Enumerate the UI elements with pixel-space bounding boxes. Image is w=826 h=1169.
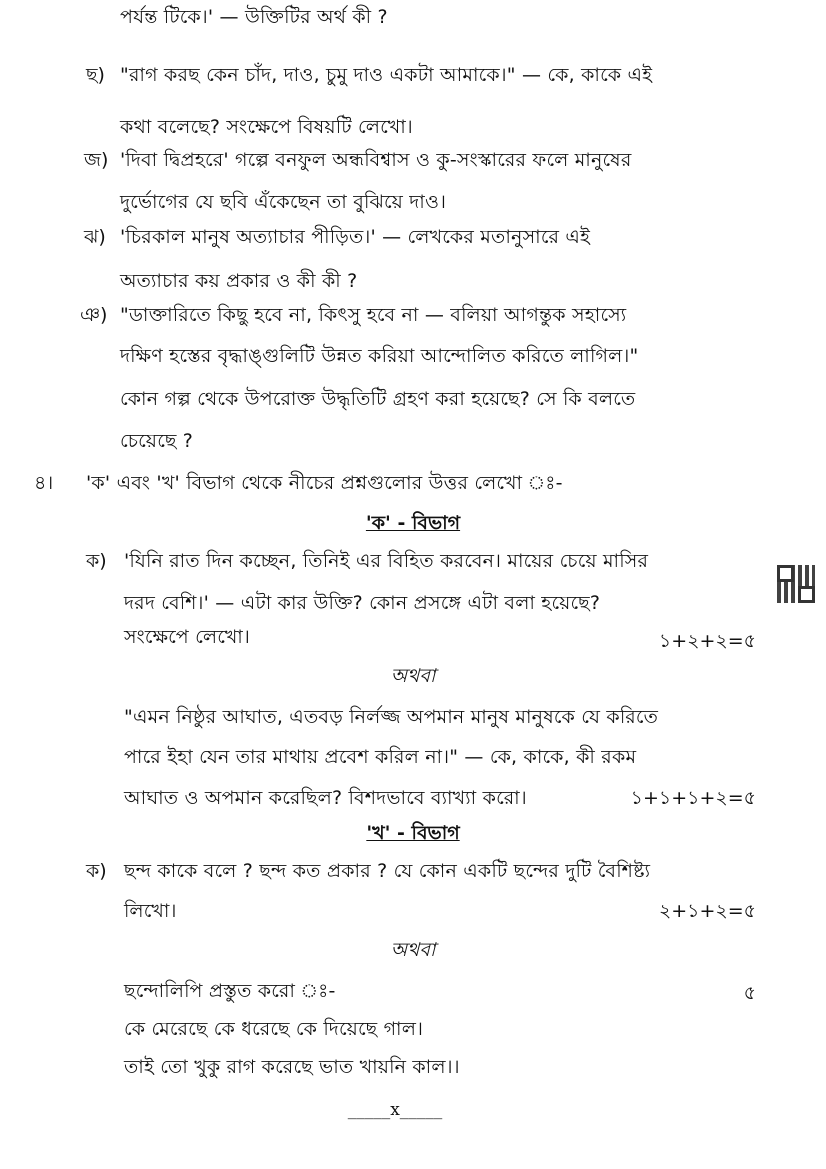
- question-line: 'ক' এবং 'খ' বিভাগ থেকে নীচের প্রশ্নগুলোর উত্তর লেখো ঃ-: [86, 472, 563, 494]
- question-line: "ডাক্তারিতে কিছু হবে না, কিৎসু হবে না — বলিয়া আগন্তুক সহাস্যে: [120, 304, 627, 326]
- marks: ১+২+২=৫: [658, 630, 756, 652]
- question-line: কোন গল্প থেকে উপরোক্ত উদ্ধৃতিটি গ্রহণ করা হয়েছে? সে কি বলতে: [120, 388, 636, 410]
- question-line: "রাগ করছ কেন চাঁদ, দাও, চুমু দাও একটা আমাকে।" — কে, কাকে এই: [120, 64, 653, 86]
- verse-line: তাই তো খুকু রাগ করেছে ভাত খায়নি কাল।।: [124, 1056, 460, 1078]
- question-line: ছন্দ কাকে বলে ? ছন্দ কত প্রকার ? যে কোন একটি ছন্দের দুটি বৈশিষ্ট্য: [124, 860, 651, 882]
- question-line: 'চিরকাল মানুষ অত্যাচার পীড়িত।' — লেখকের মতানুসারে এই: [120, 226, 591, 248]
- question-label: ক): [86, 550, 107, 572]
- question-line: 'যিনি রাত দিন কচ্ছেন, তিনিই এর বিহিত করবেন। মায়ের চেয়ে মাসির: [124, 550, 649, 572]
- question-line: দরদ বেশি।' — এটা কার উক্তি? কোন প্রসঙ্গে এটা বলা হয়েছে?: [124, 592, 601, 614]
- question-label: ঞ): [80, 304, 108, 326]
- question-label: জ): [84, 149, 109, 171]
- question-line: দুর্ভোগের যে ছবি এঁকেছেন তা বুঝিয়ে দাও।: [120, 191, 447, 213]
- marks: ৫: [743, 982, 756, 1004]
- question-line: 'দিবা দ্বিপ্রহরে' গল্পে বনফুল অন্ধবিশ্বাস ও কু-সংস্কারের ফলে মানুষের: [120, 149, 632, 171]
- question-line: চেয়েছে ?: [120, 430, 194, 452]
- question-line: পর্যন্ত টিকে।' — উক্তিটির অর্থ কী ?: [120, 6, 388, 28]
- question-label: ছ): [86, 64, 105, 86]
- question-number: ৪।: [34, 472, 54, 494]
- or-divider: অথবা: [390, 665, 436, 687]
- qr-code: [777, 565, 815, 603]
- question-label: ঝ): [84, 226, 106, 248]
- question-line: লিখো।: [124, 900, 177, 922]
- section-heading-kha: 'খ' - বিভাগ: [366, 822, 460, 844]
- verse-line: কে মেরেছে কে ধরেছে কে দিয়েছে গাল।: [124, 1018, 424, 1040]
- question-line: দক্ষিণ হস্তের বৃদ্ধাঙ্গুলিটি উন্নত করিয়া আন্দোলিত করিতে লাগিল।": [120, 345, 639, 367]
- end-mark: _____x_____: [347, 1100, 443, 1120]
- question-line: আঘাত ও অপমান করেছিল? বিশদভাবে ব্যাখ্যা করো।: [124, 787, 527, 809]
- question-label: ক): [86, 860, 107, 882]
- or-divider: অথবা: [390, 939, 436, 961]
- marks: ১+১+১+২=৫: [630, 787, 756, 809]
- question-line: অত্যাচার কয় প্রকার ও কী কী ?: [120, 270, 358, 292]
- question-line: "এমন নিষ্ঠুর আঘাত, এতবড় নির্লজ্জ অপমান মানুষ মানুষকে যে করিতে: [124, 706, 659, 728]
- question-line: পারে ইহা যেন তার মাথায় প্রবেশ করিল না।" — কে, কাকে, কী রকম: [124, 746, 637, 768]
- question-line: ছন্দোলিপি প্রস্তুত করো ঃ-: [124, 980, 336, 1002]
- question-line: কথা বলেছে? সংক্ষেপে বিষয়টি লেখো।: [120, 116, 413, 138]
- question-line: সংক্ষেপে লেখো।: [124, 626, 251, 648]
- section-heading-ka: 'ক' - বিভাগ: [365, 512, 461, 534]
- marks: ২+১+২=৫: [658, 900, 756, 922]
